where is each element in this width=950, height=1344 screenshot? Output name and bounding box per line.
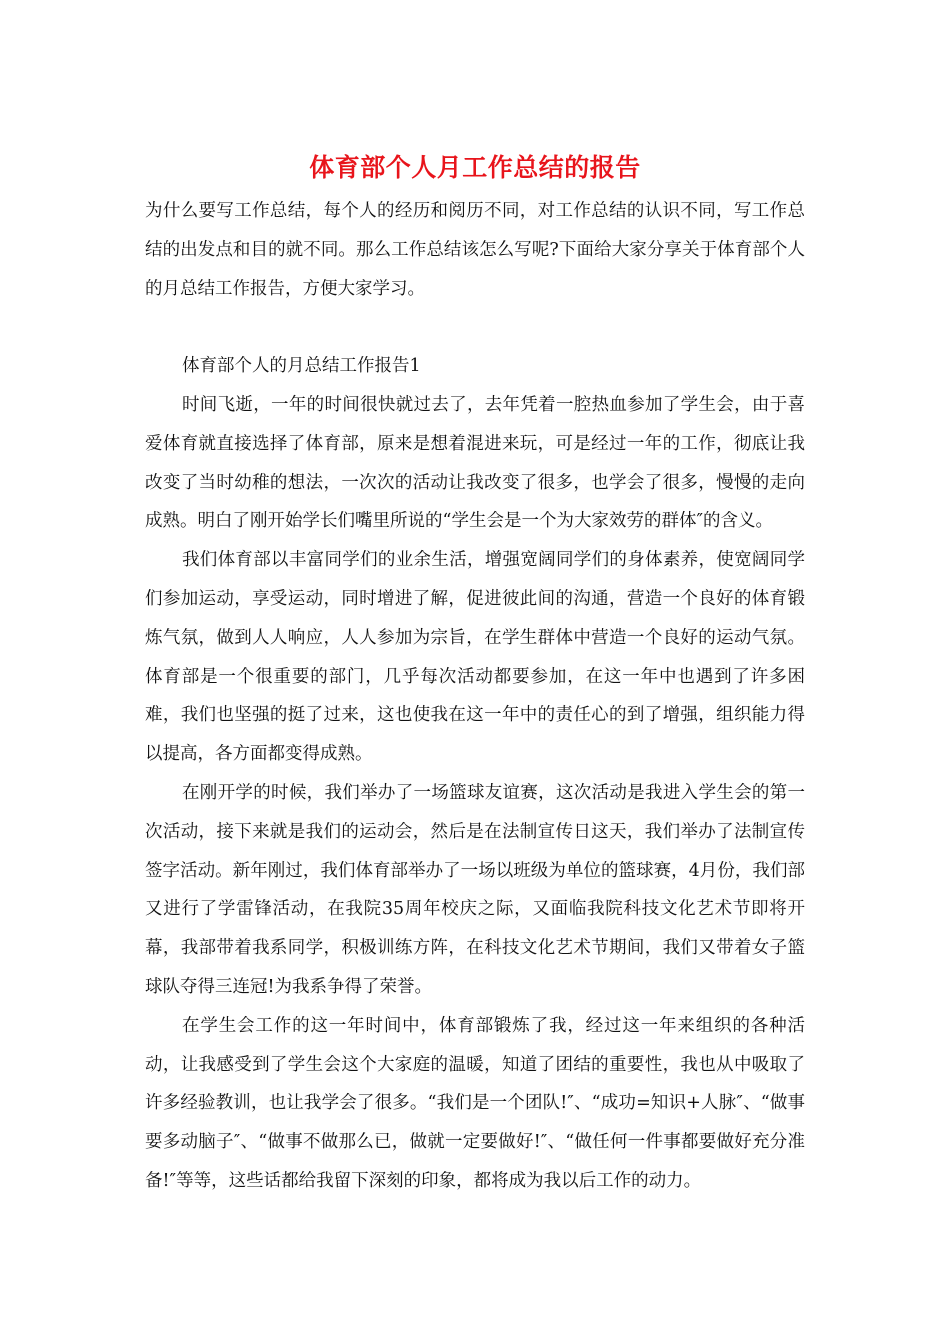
document-title: 体育部个人月工作总结的报告 [309, 153, 641, 182]
body-paragraph-2: 我们体育部以丰富同学们的业余生活，增强宽阔同学们的身体素养，使宽阔同学们参加运动，享受运动，同时增进了解，促进彼此间的沟通，营造一个良好的体育锻炼气氛，做到人人响应，人人参加为宗旨，在学生群体中营造一个良好的运动气氛。体育部是一个很重要的部门，几乎每次活动都要参加，在这一年中也遇到了许多困难，我们也坚强的挺了过来，这也使我在这一年中的责任心的到了增强，组织能力得以提高，各方面都变得成熟。 [145, 550, 805, 765]
body-paragraph-3: 在刚开学的时候，我们举办了一场篮球友谊赛，这次活动是我进入学生会的第一次活动，接下来就是我们的运动会，然后是在法制宣传日这天，我们举办了法制宣传签字活动。新年刚过，我们体育部举办了一场以班级为单位的篮球赛，4月份，我们部又进行了学雷锋活动，在我院35周年校庆之际，又面临我院科技文化艺术节即将开幕，我部带着我系同学，积极训练方阵，在科技文化艺术节期间，我们又带着女子篮球队夺得三连冠!为我系争得了荣誉。 [145, 782, 805, 997]
section-heading: 体育部个人的月总结工作报告1 [182, 356, 421, 377]
intro-paragraph: 为什么要写工作总结，每个人的经历和阅历不同，对工作总结的认识不同，写工作总结的出发点和目的就不同。那么工作总结该怎么写呢?下面给大家分享关于体育部个人的月总结工作报告，方便大家学习。 [145, 201, 805, 299]
body-paragraph-4: 在学生会工作的这一年时间中，体育部锻炼了我，经过这一年来组织的各种活动，让我感受到了学生会这个大家庭的温暖，知道了团结的重要性，我也从中吸取了许多经验教训，也让我学会了很多。“我们是一个团队!″、“成功=知识+人脉″、“做事要多动脑子″、“做事不做那么已，做就一定要做好!″、“做任何一件事都要做好充分准备!″等等，这些话都给我留下深刻的印象，都将成为我以后工作的动力。 [145, 1015, 805, 1191]
paragraph-spacer [145, 308, 805, 347]
document-body [145, 192, 805, 1201]
body-paragraph-1: 时间飞逝，一年的时间很快就过去了，去年凭着一腔热血参加了学生会，由于喜爱体育就直接选择了体育部，原来是想着混进来玩，可是经过一年的工作，彻底让我改变了当时幼稚的想法，一次次的活动让我改变了很多，也学会了很多，慢慢的走向成熟。明白了刚开始学长们嘴里所说的“学生会是一个为大家效劳的群体″的含义。 [145, 394, 805, 532]
